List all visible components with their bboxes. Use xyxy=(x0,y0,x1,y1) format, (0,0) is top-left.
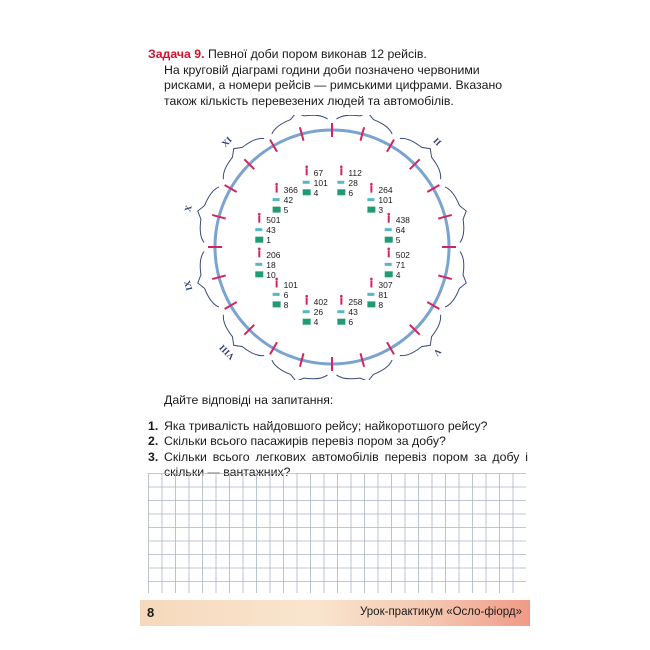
questions-heading: Дайте відповіді на запитання: xyxy=(164,393,334,407)
truck-icon xyxy=(303,189,311,195)
trip-value: 1 xyxy=(266,235,272,246)
truck-icon xyxy=(255,237,263,243)
person-icon xyxy=(276,186,278,193)
trip-value: 4 xyxy=(395,269,401,280)
truck-icon xyxy=(337,189,345,195)
trip-value: 4 xyxy=(313,317,319,328)
person-icon-head xyxy=(305,165,308,168)
trip-value: 6 xyxy=(348,317,354,328)
truck-icon xyxy=(273,207,281,213)
truck-icon xyxy=(273,301,281,307)
trip-value: 307 xyxy=(378,279,393,290)
trip-numeral: II xyxy=(431,135,444,148)
trip-value: 71 xyxy=(395,259,406,270)
trip-value: 64 xyxy=(395,225,406,236)
car-icon xyxy=(385,228,392,231)
person-icon-head xyxy=(387,213,390,216)
car-icon xyxy=(255,228,262,231)
car-icon xyxy=(367,293,374,296)
footer-bar xyxy=(140,600,530,626)
person-icon xyxy=(258,216,260,223)
person-icon-head xyxy=(340,295,343,298)
car-icon xyxy=(255,263,262,266)
trip-stats xyxy=(337,165,362,197)
question-number: 1. xyxy=(148,418,159,433)
trip-value: 402 xyxy=(313,297,328,308)
car-icon xyxy=(367,198,374,201)
car-icon xyxy=(337,181,344,184)
person-icon xyxy=(340,298,342,305)
person-icon xyxy=(370,186,372,193)
trip-value: 101 xyxy=(378,195,393,206)
person-icon-head xyxy=(275,183,278,186)
trip-value: 43 xyxy=(348,307,358,318)
trip-value: 5 xyxy=(395,235,401,246)
trip-stats xyxy=(367,183,392,215)
trip-value: 438 xyxy=(395,215,410,226)
trip-value: 264 xyxy=(378,185,393,196)
trip-value: 8 xyxy=(378,299,384,310)
trip-value: 502 xyxy=(395,249,410,260)
trip-value: 112 xyxy=(348,167,362,178)
truck-icon xyxy=(303,319,311,325)
trip-value: 206 xyxy=(266,249,281,260)
person-icon xyxy=(306,168,308,175)
person-icon xyxy=(258,250,260,257)
car-icon xyxy=(273,198,280,201)
trip-value: 6 xyxy=(348,187,354,198)
trip-stats xyxy=(385,248,410,280)
task-intro: Певної доби пором виконав 12 рейсів. xyxy=(207,47,427,61)
trip-value: 258 xyxy=(348,297,363,308)
question-text: Скільки всього пасажирів перевіз пором за добу? xyxy=(164,434,446,449)
person-icon xyxy=(306,298,308,305)
page-number: 8 xyxy=(147,605,155,620)
person-icon xyxy=(276,280,278,287)
trip-stats xyxy=(273,183,298,215)
trip-value: 501 xyxy=(266,215,281,226)
task-body: На круговій діаграмі години доби позначено червоними рисками, а номери рейсів — римськими цифрами. Вказано також кількість перевезених людей та автомобілів. xyxy=(164,62,503,108)
trip-numeral: X xyxy=(182,204,194,213)
trip-value: 42 xyxy=(283,195,294,206)
lesson-title: Урок-практикум «Осло-фіорд» xyxy=(360,606,522,618)
truck-icon xyxy=(255,271,263,277)
trip-value: 101 xyxy=(283,279,298,290)
trip-value: 26 xyxy=(313,307,324,318)
question-text: Яка тривалість найдовшого рейсу; найкоротшого рейсу? xyxy=(164,418,488,433)
person-icon-head xyxy=(258,213,261,216)
trip-value: 5 xyxy=(283,205,289,216)
car-icon xyxy=(303,181,310,184)
trip-stats xyxy=(385,213,410,245)
question-text: Скільки всього легкових автомобілів перевіз пором за добу і скільки — вантажних? xyxy=(164,449,528,480)
truck-icon xyxy=(385,271,393,277)
trip-stats xyxy=(273,278,298,310)
car-icon xyxy=(337,310,344,313)
answer-grid[interactable] xyxy=(148,473,526,593)
trip-stats xyxy=(337,295,362,327)
question-number: 2. xyxy=(148,434,159,449)
trip-value: 101 xyxy=(313,177,328,188)
person-icon xyxy=(388,216,390,223)
trip-numeral: XI xyxy=(219,134,234,149)
trip-numeral: IX xyxy=(182,279,195,292)
question-item xyxy=(148,434,528,450)
question-number: 3. xyxy=(148,449,159,464)
truck-icon xyxy=(337,319,345,325)
person-icon-head xyxy=(340,165,343,168)
person-icon-head xyxy=(370,183,373,186)
task-label: Задача 9. xyxy=(148,47,205,61)
trip-numeral: VIII xyxy=(217,342,237,362)
trip-value: 18 xyxy=(266,259,276,270)
person-icon xyxy=(340,168,342,175)
trip-value: 10 xyxy=(266,269,276,280)
questions-block xyxy=(148,393,528,481)
ferry-clock-diagram xyxy=(180,115,470,380)
person-icon xyxy=(388,250,390,257)
trip-stats xyxy=(367,278,392,310)
person-icon xyxy=(370,280,372,287)
trip-numeral: V xyxy=(431,346,444,359)
truck-icon xyxy=(367,207,375,213)
trip-value: 81 xyxy=(378,289,388,300)
trip-value: 6 xyxy=(283,289,289,300)
trip-stats xyxy=(255,248,280,280)
car-icon xyxy=(385,263,392,266)
car-icon xyxy=(273,293,280,296)
car-icon xyxy=(303,310,310,313)
person-icon-head xyxy=(370,278,373,281)
person-icon-head xyxy=(258,248,261,251)
trip-value: 28 xyxy=(348,177,358,188)
trip-value: 4 xyxy=(313,187,319,198)
question-item xyxy=(148,419,528,435)
trip-stats xyxy=(255,213,280,245)
trip-value: 3 xyxy=(378,205,384,216)
trip-value: 67 xyxy=(313,167,324,178)
trip-value: 43 xyxy=(266,225,276,236)
truck-icon xyxy=(385,237,393,243)
trip-stats xyxy=(303,165,328,197)
truck-icon xyxy=(367,301,375,307)
trip-stats xyxy=(303,295,328,327)
trip-value: 366 xyxy=(283,185,298,196)
person-icon-head xyxy=(387,248,390,251)
trip-value: 8 xyxy=(283,299,289,310)
task-block xyxy=(148,47,528,109)
person-icon-head xyxy=(305,295,308,298)
